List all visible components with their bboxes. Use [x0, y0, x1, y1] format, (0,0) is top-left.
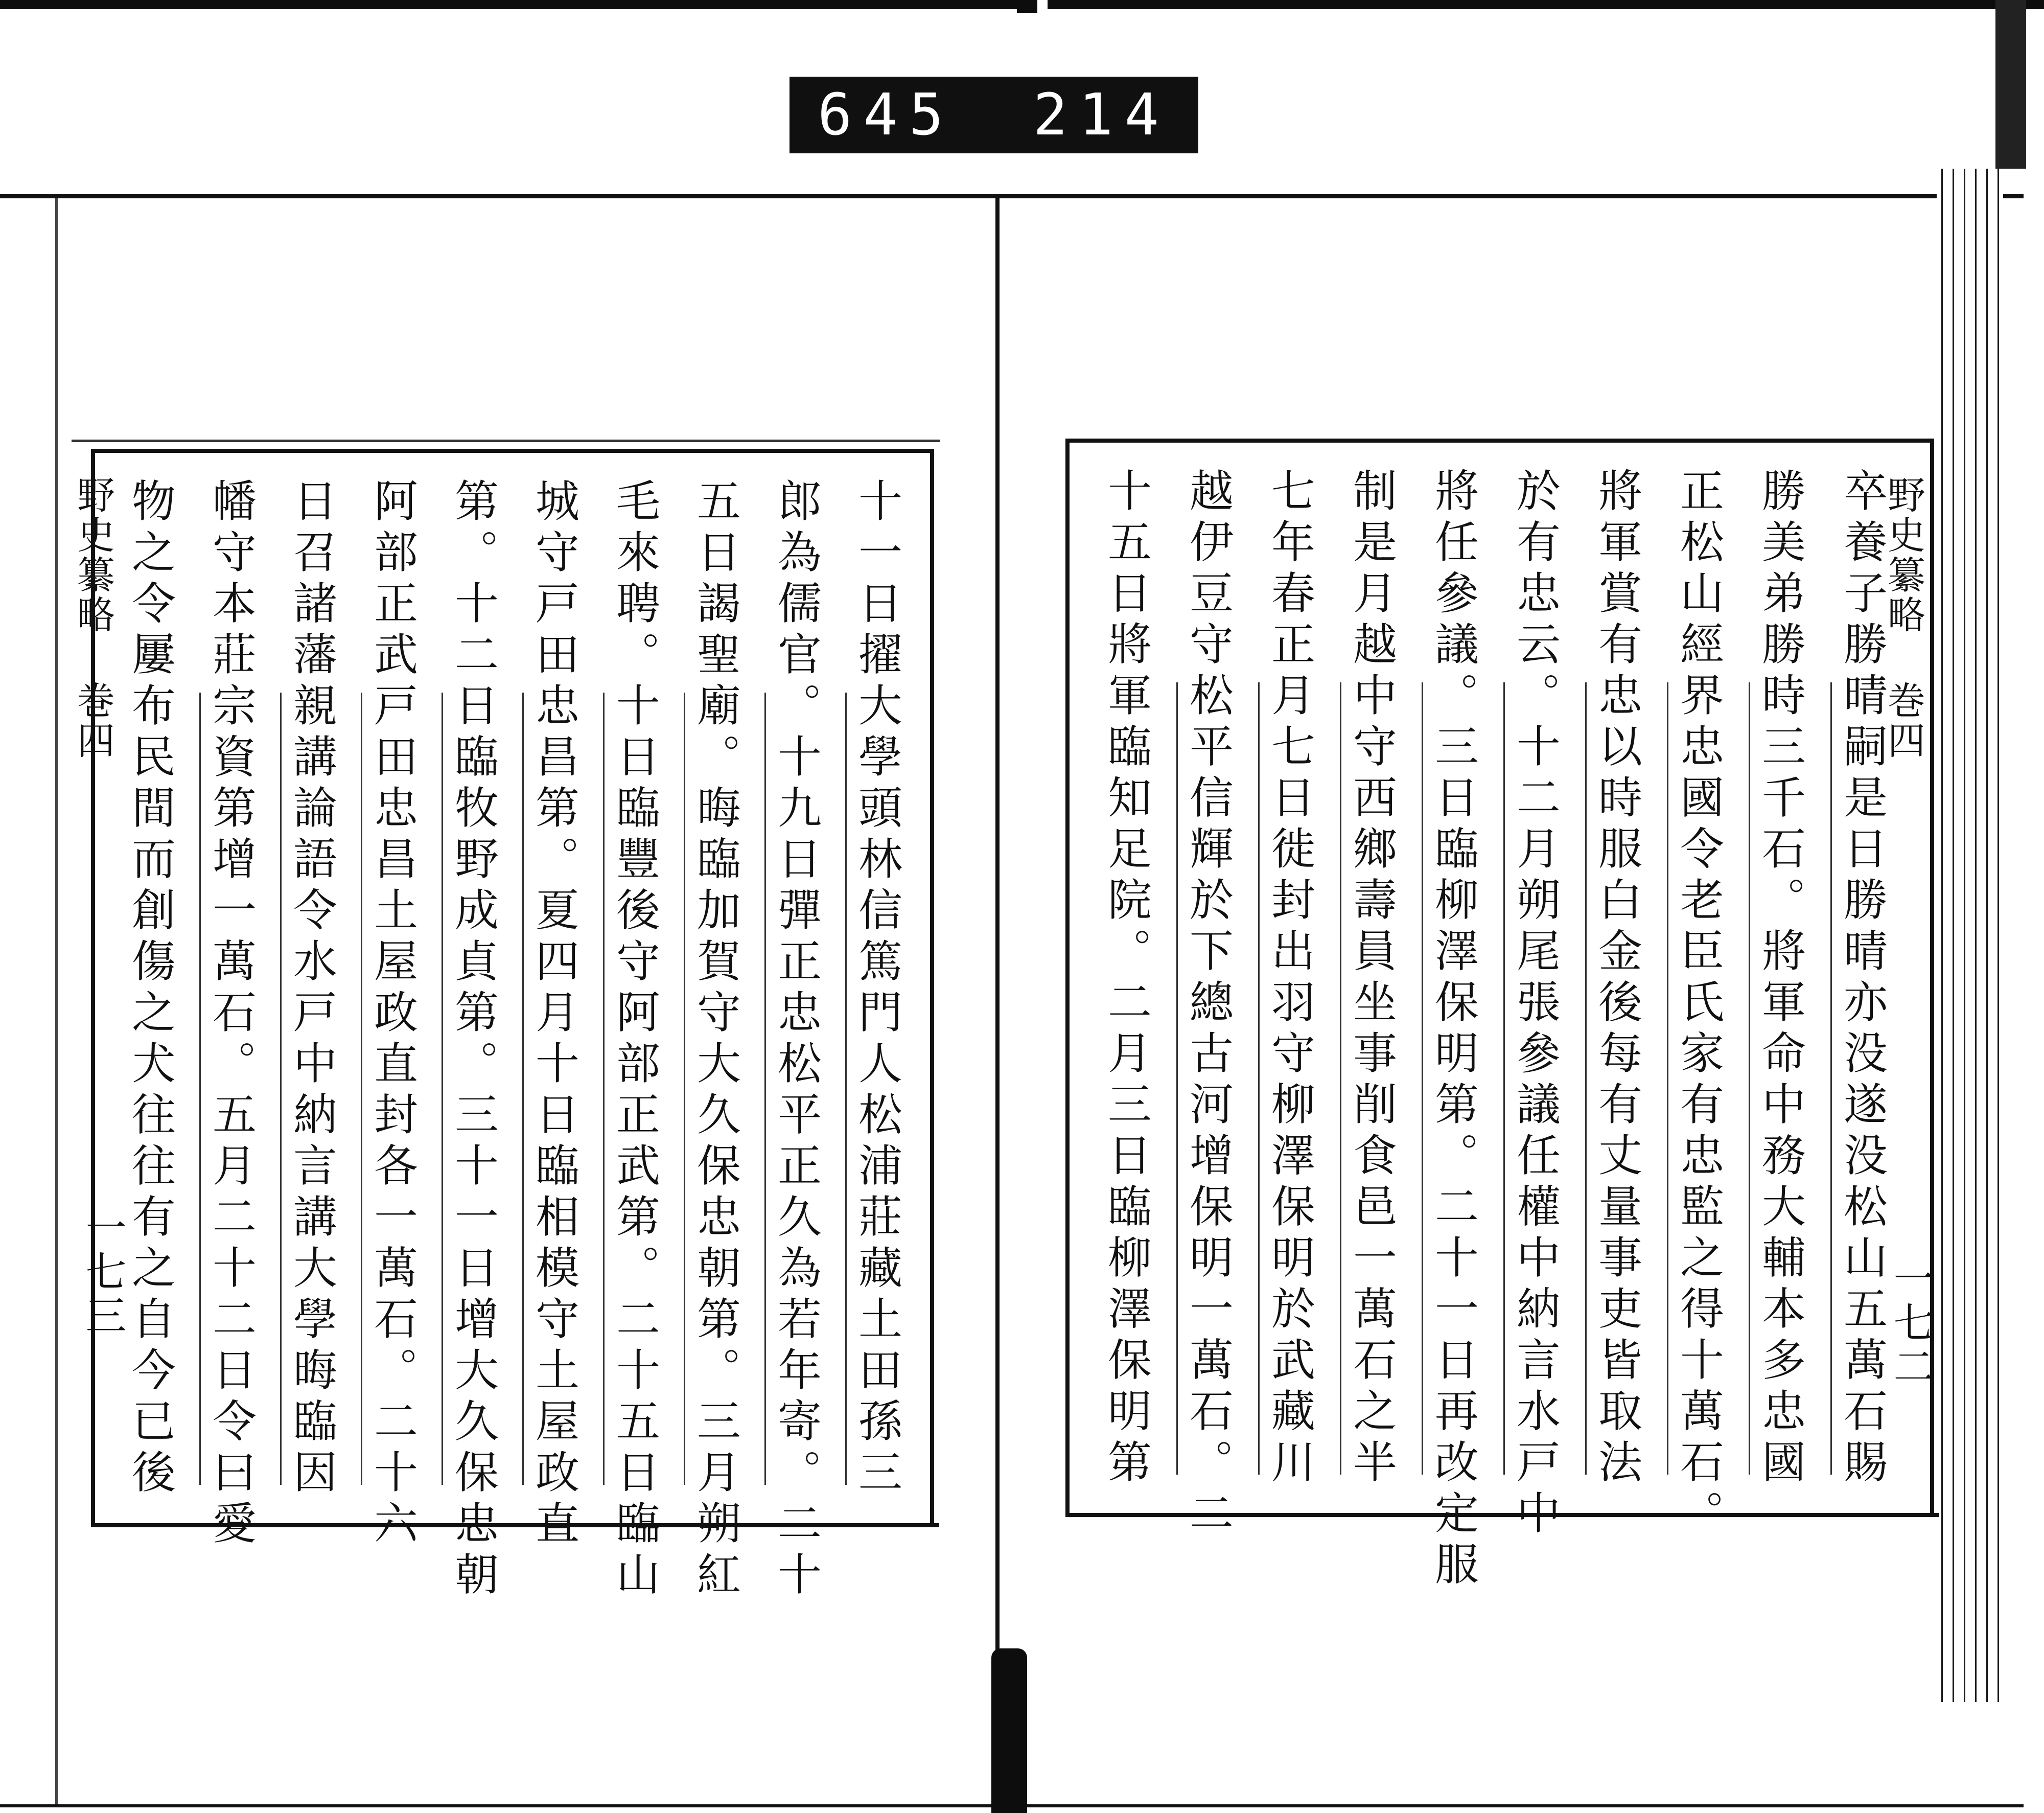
right-column-rule [1585, 682, 1587, 1475]
right-column-rule [1340, 682, 1341, 1475]
left-text-column: 第。十二日臨牧野成貞第。三十一日增大久保忠朝 [447, 478, 498, 1602]
left-column-rule [361, 693, 362, 1485]
right-column-rule [1749, 682, 1750, 1475]
left-column-rule [199, 693, 201, 1485]
top-border-right [1048, 0, 2044, 9]
left-text-column: 毛來聘。十日臨豐後守阿部正武第。二十五日臨山 [609, 478, 660, 1602]
left-column-rule [280, 693, 282, 1485]
left-page-outer-edge [55, 198, 58, 1804]
right-column-rule [1830, 682, 1832, 1475]
top-gutter-mark [1017, 0, 1037, 13]
gutter-line [995, 198, 1000, 1804]
right-column-rule [1422, 682, 1423, 1475]
left-page-top-rule [72, 440, 940, 442]
right-text-column: 將軍賞有忠以時服白金後每有丈量事吏皆取法 [1591, 468, 1642, 1490]
left-column-rule [522, 693, 524, 1485]
left-text-column: 五日謁聖廟。晦臨加賀守大久保忠朝第。三月朔紅 [689, 478, 740, 1602]
left-column-rule [684, 693, 685, 1485]
top-right-corner-edge [1995, 0, 2026, 169]
right-column-rule [1176, 682, 1178, 1475]
right-text-column: 將任參議。三日臨柳澤保明第。二十一日再改定服 [1427, 468, 1478, 1592]
right-text-column: 七年春正月七日徙封出羽守柳澤保明於武藏川 [1264, 468, 1315, 1490]
frame-number-right: 214 [1033, 82, 1170, 148]
left-text-column: 物之令屢布民間而創傷之犬往往有之自今已後 [124, 478, 175, 1500]
left-column-rule [845, 693, 847, 1485]
left-column-rule [603, 693, 605, 1485]
left-column-rule [764, 693, 766, 1485]
right-text-column: 十五日將軍臨知足院。二月三日臨柳澤保明第 [1100, 468, 1151, 1490]
left-margin-title: 野史纂略 巻四 [71, 475, 115, 761]
book-top-edge [0, 194, 2024, 198]
right-text-column: 卒養子勝晴嗣是日勝晴亦没遂没松山五萬石賜 [1836, 468, 1887, 1490]
right-column-rule [1503, 682, 1505, 1475]
right-column-rule [1667, 682, 1668, 1475]
left-page-folio: 一七三 [79, 1206, 126, 1338]
right-column-rule [1258, 682, 1260, 1475]
right-text-column: 越伊豆守松平信輝於下總古河增保明一萬石。二 [1182, 468, 1233, 1541]
left-text-column: 日召諸藩親講論語令水戸中納言講大學晦臨因 [286, 478, 337, 1500]
right-margin-title: 野史纂略 巻四 [1882, 475, 1925, 761]
right-text-column: 正松山經界忠國令老臣氏家有忠監之得十萬石。 [1673, 468, 1724, 1541]
left-text-column: 幡守本莊宗資第增一萬石。五月二十二日令曰愛 [205, 478, 256, 1551]
right-page-folio: 一七二 [1887, 1257, 1934, 1389]
left-text-column: 郎為儒官。十九日彈正忠松平正久為若年寄。二十 [770, 478, 821, 1602]
left-column-rule [442, 693, 443, 1485]
right-text-column: 制是月越中守西鄉壽員坐事削食邑一萬石之半 [1345, 468, 1397, 1490]
frame-number-left: 645 [818, 82, 955, 148]
right-text-column: 勝美弟勝時三千石。將軍命中務大輔本多忠國 [1754, 468, 1805, 1490]
right-page-edge-stack [1937, 169, 2003, 1702]
top-border-left [0, 0, 1022, 9]
microfilm-frame-label [789, 77, 1198, 153]
left-text-column: 阿部正武戸田忠昌土屋政直封各一萬石。二十六 [366, 478, 417, 1551]
left-text-column: 城守戸田忠昌第。夏四月十日臨相模守土屋政直 [528, 478, 579, 1551]
gutter-binding-shadow [991, 1648, 1027, 1813]
right-text-column: 於有忠云。十二月朔尾張參議任權中納言水戸中 [1509, 468, 1560, 1541]
left-text-column: 十一日擢大學頭林信篤門人松浦莊藏土田孫三 [851, 478, 902, 1500]
